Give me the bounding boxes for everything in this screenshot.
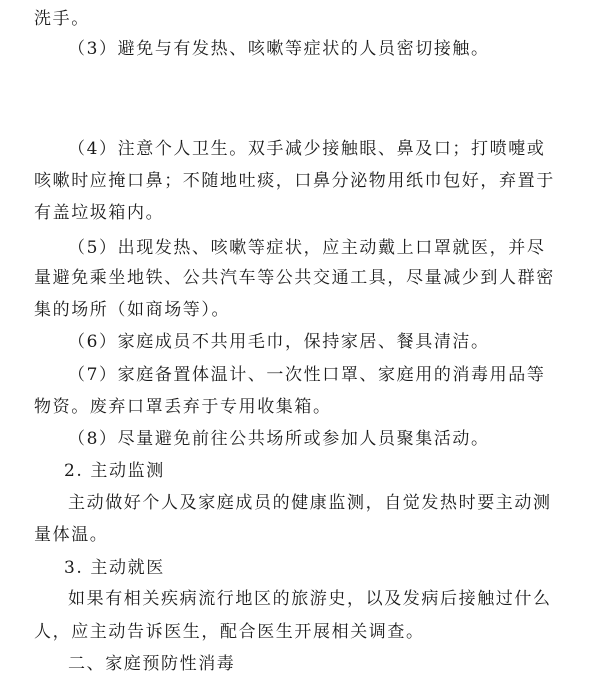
paragraph-monitoring-line-2: 量体温。 [34,525,109,545]
list-item-7: （7）家庭备置体温计、一次性口罩、家庭用的消毒用品等 [68,365,546,385]
list-item-4-line-3: 有盖垃圾箱内。 [34,203,165,223]
paragraph-monitoring: 主动做好个人及家庭成员的健康监测，自觉发热时要主动测 [68,493,552,513]
list-item-5-line-2: 量避免乘坐地铁、公共汽车等公共交通工具，尽量减少到人群密 [34,268,555,288]
section-heading-3: 3. 主动就医 [64,558,165,578]
section-heading-household-disinfection: 二、家庭预防性消毒 [68,654,236,674]
list-item-8: （8）尽量避免前往公共场所或参加人员聚集活动。 [68,429,490,449]
list-item-7-line-2: 物资。废弃口罩丢弃于专用收集箱。 [34,397,332,417]
list-item-3: （3）避免与有发热、咳嗽等症状的人员密切接触。 [68,39,490,59]
section-heading-2: 2. 主动监测 [64,461,165,481]
paragraph-medical-line-2: 人，应主动告诉医生，配合医生开展相关调查。 [34,622,425,642]
text-line-continuation: 洗手。 [34,9,90,29]
paragraph-medical: 如果有相关疾病流行地区的旅游史，以及发病后接触过什么 [68,589,552,609]
list-item-4-line-2: 咳嗽时应掩口鼻；不随地吐痰，口鼻分泌物用纸巾包好，弃置于 [34,171,555,191]
list-item-5-line-3: 集的场所（如商场等）。 [34,300,231,320]
list-item-5: （5）出现发热、咳嗽等症状，应主动戴上口罩就医，并尽 [68,238,546,258]
list-item-4: （4）注意个人卫生。双手减少接触眼、鼻及口；打喷嚏或 [68,139,546,159]
list-item-6: （6）家庭成员不共用毛巾，保持家居、餐具清洁。 [68,332,490,352]
